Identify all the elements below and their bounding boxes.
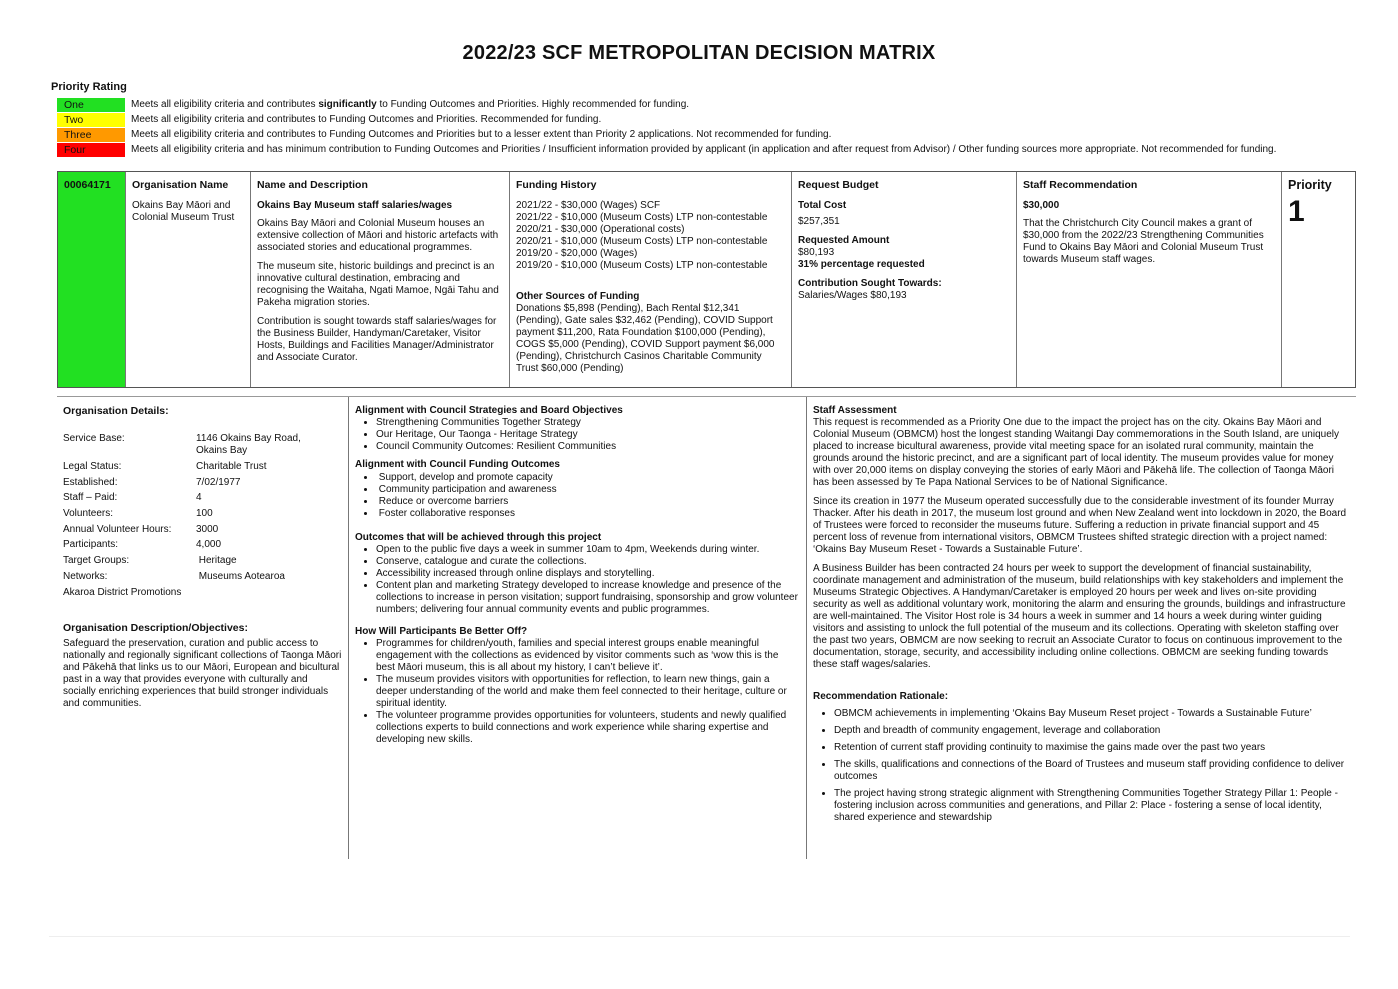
requested-amount-label: Requested Amount [798, 235, 890, 246]
detail-row [63, 539, 342, 555]
detail-value: 100 [196, 508, 213, 520]
priority-swatch-two: Two [57, 113, 125, 127]
contribution-label: Contribution Sought Towards: [798, 278, 942, 289]
strategies-list [355, 417, 800, 453]
detail-key: Staff – Paid: [63, 492, 118, 504]
organisation-name: Okains Bay Māori and Colonial Museum Trust [132, 200, 235, 223]
requested-amount-value: $80,193 [798, 247, 835, 258]
detail-value: 4 [196, 492, 202, 504]
staff-assessment-column [806, 397, 1356, 859]
funding-history-item: 2019/20 - $10,000 (Museum Costs) LTP non-contestable [516, 260, 768, 271]
better-off-list [355, 638, 800, 746]
list-item: • Strengthening Communities Together Strategy [376, 417, 800, 429]
list-item: • Reduce or overcome barriers [376, 496, 800, 508]
staff-recommendation-text: That the Christchurch City Council makes a grant of $30,000 from the 2022/23 Strengthening Communities Fund to Okains Bay Māori and Colonial Museum Trust towards Museum staff wages. [1023, 218, 1264, 265]
detail-key: Established: [63, 476, 118, 488]
priority-level-three [57, 127, 831, 142]
name-description-heading: Name and Description [257, 179, 368, 191]
funding-history-item: 2020/21 - $30,000 (Operational costs) [516, 224, 685, 235]
funding-history-cell [509, 172, 791, 387]
priority-cell [1281, 172, 1355, 387]
list-item: • The skills, qualifications and connections of the Board of Trustees and museum staff providing confidence to deliver outcomes [834, 759, 1350, 783]
detail-row [63, 524, 342, 540]
page-title: 2022/23 SCF METROPOLITAN DECISION MATRIX [462, 42, 936, 64]
other-sources-text: Donations $5,898 (Pending), Bach Rental $12,341 (Pending), Gate sales $32,462 (Pending), COVID Support payment $11,200, Rata Foundation $100,000 (Pending), COGS $5,000 (Pending), COVID Support payment $6,000 (Pending), Christchurch Casinos Charitable Community Trust $60,000 (Pending) [516, 303, 775, 374]
achieved-list [355, 544, 800, 616]
application-id: 00064171 [64, 179, 111, 191]
organisation-name-cell [125, 172, 250, 387]
name-description-cell [250, 172, 509, 387]
priority-swatch-three: Three [57, 128, 125, 142]
details-section [57, 396, 1356, 859]
priority-value: 1 [1288, 195, 1305, 228]
organisation-details-heading: Organisation Details: [63, 405, 169, 417]
assessment-paragraph: This request is recommended as a Priority One due to the impact the project has on the city. Okains Bay Māori and Colonial Museum (OBMCM) host the longest standing Waitangi Day commemorations in the South Island, are uniquely placed to increase bicultural awareness, provide vital meeting space for an isolated rural community, maintain the grounds around the historic precinct, and are a significant part of local identity. The museum provides value for money with over 20,000 items on display conveying the stories of early Māori and Pākehā life. The collection of Taonga Māori has been assessed by Te Papa National Services to be of National Significance. [813, 417, 1339, 488]
achieved-heading: Outcomes that will be achieved through this project [355, 532, 602, 543]
project-name: Okains Bay Museum staff salaries/wages [257, 200, 453, 211]
project-description-paragraph: Okains Bay Māori and Colonial Museum houses an extensive collection of Māori and historic artefacts with associated stories and educational programmes. [257, 218, 499, 253]
detail-key: Volunteers: [63, 508, 114, 520]
staff-recommendation-cell [1016, 172, 1281, 387]
detail-value: Heritage [196, 555, 237, 567]
staff-assessment-heading: Staff Assessment [813, 405, 897, 416]
list-item: • Accessibility increased through online displays and storytelling. [376, 568, 800, 580]
funding-history-item: 2019/20 - $20,000 (Wages) [516, 248, 638, 259]
total-cost-value: $257,351 [798, 216, 840, 227]
funding-history-item: 2021/22 - $30,000 (Wages) SCF [516, 200, 661, 211]
list-item: • Community participation and awareness [376, 484, 800, 496]
detail-key: Target Groups: [63, 555, 130, 567]
application-id-cell [58, 172, 125, 387]
project-description-paragraph: The museum site, historic buildings and precinct is an innovative cultural destination, embracing and recognising the Waitaha, Ngati Mamoe, Ngāi Tahu and Pakeha migration stories. [257, 261, 499, 308]
staff-recommendation-heading: Staff Recommendation [1023, 179, 1138, 191]
rationale-list [813, 708, 1350, 824]
detail-value: 1146 Okains Bay Road, Okains Bay [196, 433, 301, 456]
footer-divider [49, 936, 1350, 937]
alignment-column [348, 397, 806, 859]
detail-row [63, 492, 342, 508]
staff-recommendation-amount: $30,000 [1023, 200, 1060, 211]
detail-value: 4,000 [196, 539, 222, 551]
detail-key: Participants: [63, 539, 119, 551]
priority-desc-three: Meets all eligibility criteria and contributes to Funding Outcomes and Priorities but to a lesser extent than Priority 2 applications. Not recommended for funding. [131, 129, 832, 140]
objectives-heading: Organisation Description/Objectives: [63, 621, 248, 634]
priority-level-two [57, 112, 601, 127]
request-budget-heading: Request Budget [798, 179, 879, 191]
funding-outcomes-list [355, 472, 800, 520]
list-item: • Depth and breadth of community engagement, leverage and collaboration [834, 725, 1350, 737]
list-item: • Our Heritage, Our Taonga - Heritage Strategy [376, 429, 800, 441]
detail-row [63, 571, 342, 587]
rationale-heading: Recommendation Rationale: [813, 691, 949, 702]
organisation-details-column [57, 397, 348, 859]
priority-swatch-four: Four [57, 143, 125, 157]
networks-extra: Akaroa District Promotions [63, 586, 182, 598]
percent-requested: 31% percentage requested [798, 259, 925, 270]
detail-value: Museums Aotearoa [196, 570, 285, 582]
funding-history-item: 2021/22 - $10,000 (Museum Costs) LTP non-contestable [516, 212, 768, 223]
list-item: • The project having strong strategic alignment with Strengthening Communities Together Strategy Pillar 1: People - fostering inclusion across communities and generations, and Pillar 2: Place - fostering a sense of local identity, shared experience and stewardship [834, 788, 1350, 824]
detail-key: Service Base: [63, 433, 125, 444]
objectives-text: Safeguard the preservation, curation and public access to nationally and regionally significant collections of Taonga Māori and Pākehā that links us to our Māori, European and bicultural past in a way that provides everyone with culturally and socially enriching experiences that build stronger individuals and communities. [63, 637, 342, 709]
organisation-name-heading: Organisation Name [132, 179, 229, 191]
list-item: • Foster collaborative responses [376, 508, 800, 520]
other-sources-heading: Other Sources of Funding [516, 291, 640, 302]
detail-value: 7/02/1977 [196, 476, 241, 488]
project-description-paragraph: Contribution is sought towards staff salaries/wages for the Business Builder, Handyman/Caretaker, Visitor Hosts, Buildings and Facilities Manager/Administrator and Associate Curator. [257, 316, 497, 363]
priority-swatch-one: One [57, 98, 125, 112]
list-item: • The volunteer programme provides opportunities for volunteers, students and newly qualified collections experts to build connections and work experience while sharing expertise and developing new skills. [376, 710, 800, 746]
detail-row [63, 433, 342, 461]
priority-heading: Priority [1288, 178, 1332, 192]
priority-level-four [57, 142, 1276, 157]
detail-row [63, 461, 342, 477]
funding-history-heading: Funding History [516, 179, 597, 191]
funding-history-item: 2020/21 - $10,000 (Museum Costs) LTP non-contestable [516, 236, 768, 247]
strategies-heading: Alignment with Council Strategies and Board Objectives [355, 405, 623, 416]
list-item: • Content plan and marketing Strategy developed to increase knowledge and presence of the collections to increase in person visitation; support fundraising, sponsorship and grow volunteer numbers; delivering four annual community events and public programmes. [376, 580, 800, 616]
detail-key: Legal Status: [63, 461, 122, 472]
detail-key: Annual Volunteer Hours: [63, 523, 172, 535]
list-item: • Retention of current staff providing continuity to maximise the gains made over the past two years [834, 742, 1350, 754]
detail-value: 3000 [196, 523, 219, 535]
detail-key: Networks: [63, 570, 108, 582]
list-item: • OBMCM achievements in implementing ‘Okains Bay Museum Reset project - Towards a Sustainable Future’ [834, 708, 1350, 720]
contribution-value: Salaries/Wages $80,193 [798, 290, 907, 301]
priority-desc-four: Meets all eligibility criteria and has minimum contribution to Funding Outcomes and Priorities / Insufficient information provided by applicant (in application and after request from Advisor) / Other funding sources more appropriate. Not recommended for funding. [131, 144, 1277, 155]
request-budget-cell [791, 172, 1016, 387]
list-item: • The museum provides visitors with opportunities for reflection, to learn new things, gain a deeper understanding of the world and make them feel connected to their heritage, culture or spiritual identity. [376, 674, 800, 710]
priority-rating-heading: Priority Rating [51, 81, 127, 93]
detail-row [63, 555, 342, 571]
detail-value: Charitable Trust [196, 461, 267, 472]
detail-row [63, 508, 342, 524]
better-off-heading: How Will Participants Be Better Off? [355, 626, 528, 637]
priority-desc-one: Meets all eligibility criteria and contributes significantly to Funding Outcomes and Priorities. Highly recommended for funding. [131, 99, 690, 110]
application-summary-table [57, 171, 1356, 388]
total-cost-label: Total Cost [798, 200, 847, 211]
assessment-paragraph: Since its creation in 1977 the Museum operated successfully due to the considerable investment of its founder Murray Thacker. After his death in 2017, the museum lost ground and when New Zealand went into lockdown in 2020, the Board of Trustees were forced to reconsider the museums future. Suffering a reduction in private financial support and 45 percent loss of revenue from international visitors, OBMCM Trustees shifted strategic direction with a project named: ‘Okains Bay Museum Reset - Towards a Sustainable Future’. [813, 496, 1347, 555]
list-item: • Programmes for children/youth, families and special interest groups enable meaningful engagement with the collections as evidenced by visitor comments such as ‘wow this is the best Māori museum, this is all about my history, I can’t believe it’. [376, 638, 800, 674]
funding-outcomes-heading: Alignment with Council Funding Outcomes [355, 459, 560, 470]
list-item: • Open to the public five days a week in summer 10am to 4pm, Weekends during winter. [376, 544, 800, 556]
priority-desc-two: Meets all eligibility criteria and contributes to Funding Outcomes and Priorities. Recommended for funding. [131, 114, 602, 125]
list-item: • Conserve, catalogue and curate the collections. [376, 556, 800, 568]
priority-level-one [57, 97, 689, 112]
list-item: • Council Community Outcomes: Resilient Communities [376, 441, 800, 453]
detail-row [63, 477, 342, 493]
assessment-paragraph: A Business Builder has been contracted 24 hours per week to support the development of financial sustainability, coordinate management and administration of the museum, build relationships with key stakeholders and implement the Museums Strategic Objectives. A Handyman/Caretaker is employed 20 hours per week and lives on-site providing security as well as additional voluntary work, monitoring the alarm and ensuring the grounds, buildings and infrastructure are well-maintained. The Visitor Host role is 34 hours a week in summer and 14 hours a week during winter guiding visitors and assisting to unlock the full potential of the museum and its collections. Operating with skeleton staffing over the past two years, OBMCM are now seeking to recruit an Associate Curator to focus on continuous improvement to the documentation, storage, security, and accessibility including online collections. OBMCM are seeking funding towards these staff wages/salaries. [813, 563, 1346, 670]
list-item: • Support, develop and promote capacity [376, 472, 800, 484]
